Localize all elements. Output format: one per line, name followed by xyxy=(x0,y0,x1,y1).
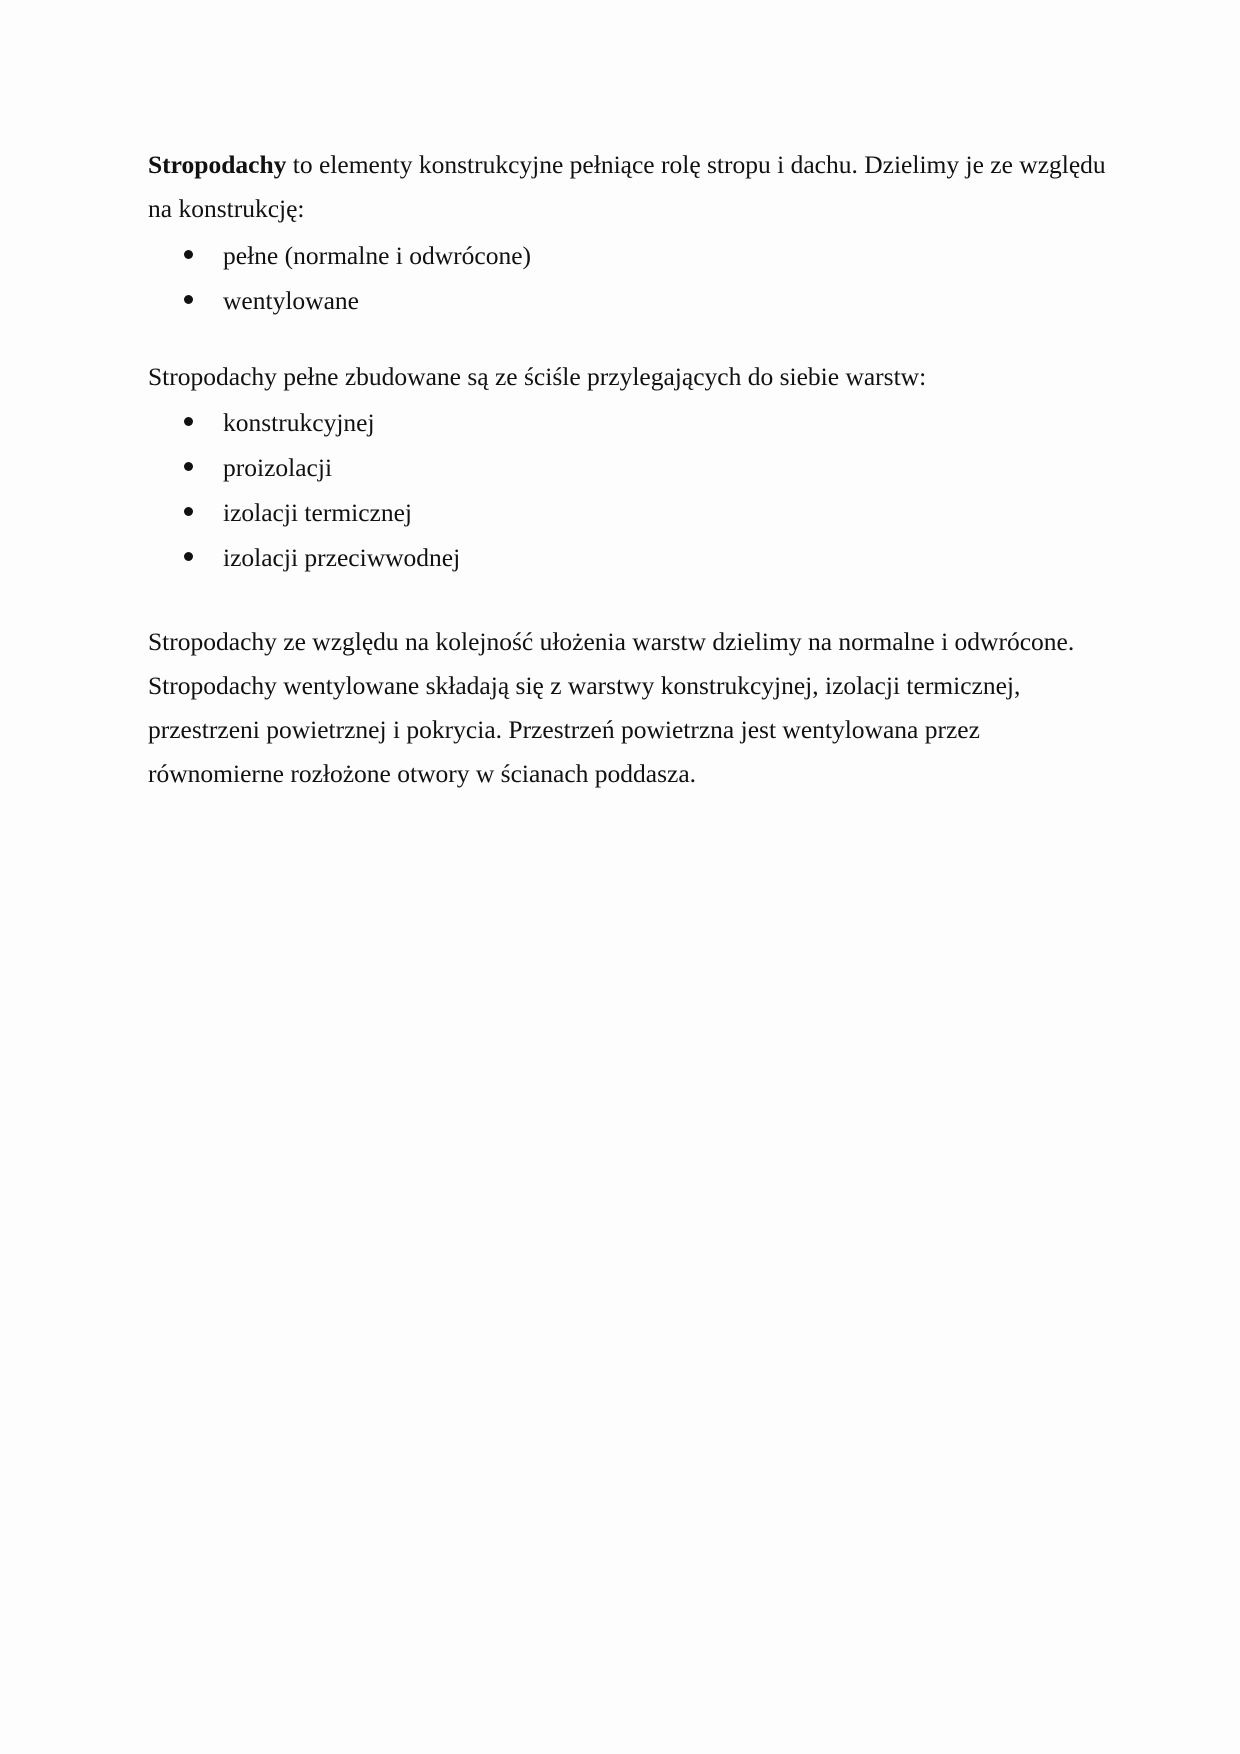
layers-list xyxy=(148,400,1108,580)
list-item xyxy=(148,490,1108,535)
layers-paragraph: Stropodachy pełne zbudowane są ze ściśle przylegających do siebie warstw: xyxy=(148,362,927,391)
closing-paragraph-line3: przestrzeni powietrznej i pokrycia. Przestrzeń powietrzna jest wentylowana przez xyxy=(148,715,980,744)
bullet-icon xyxy=(184,507,193,516)
bullet-icon xyxy=(184,250,193,259)
list-item-text: izolacji przeciwwodnej xyxy=(223,543,461,572)
paragraph-spacer xyxy=(148,323,1108,355)
bullet-icon xyxy=(184,462,193,471)
list-item-text: pełne (normalne i odwrócone) xyxy=(223,241,532,270)
list-item xyxy=(148,400,1108,445)
document-body xyxy=(148,143,1108,796)
construction-types-list xyxy=(148,233,1108,323)
intro-paragraph xyxy=(148,143,1108,187)
list-item xyxy=(148,233,1108,278)
list-item xyxy=(148,445,1108,490)
bullet-icon xyxy=(184,295,193,304)
intro-text: to elementy konstrukcyjne pełniące rolę stropu i dachu. Dzielimy je ze względu xyxy=(286,150,1106,179)
list-item-text: proizolacji xyxy=(223,453,333,482)
list-item-text: wentylowane xyxy=(223,286,359,315)
list-item xyxy=(148,535,1108,580)
intro-paragraph-line2: na konstrukcję: xyxy=(148,194,305,223)
term-stropodachy: Stropodachy xyxy=(148,150,287,179)
bullet-icon xyxy=(184,417,193,426)
bullet-icon xyxy=(184,552,193,561)
paragraph-spacer xyxy=(148,580,1108,620)
list-item-text: konstrukcyjnej xyxy=(223,408,375,437)
closing-paragraph-line2: Stropodachy wentylowane składają się z warstwy konstrukcyjnej, izolacji termicznej, xyxy=(148,671,1021,700)
list-item-text: izolacji termicznej xyxy=(223,498,413,527)
closing-paragraph-line1: Stropodachy ze względu na kolejność ułożenia warstw dzielimy na normalne i odwrócone. xyxy=(148,627,1075,656)
list-item xyxy=(148,278,1108,323)
closing-paragraph-line4: równomierne rozłożone otwory w ścianach poddasza. xyxy=(148,759,697,788)
